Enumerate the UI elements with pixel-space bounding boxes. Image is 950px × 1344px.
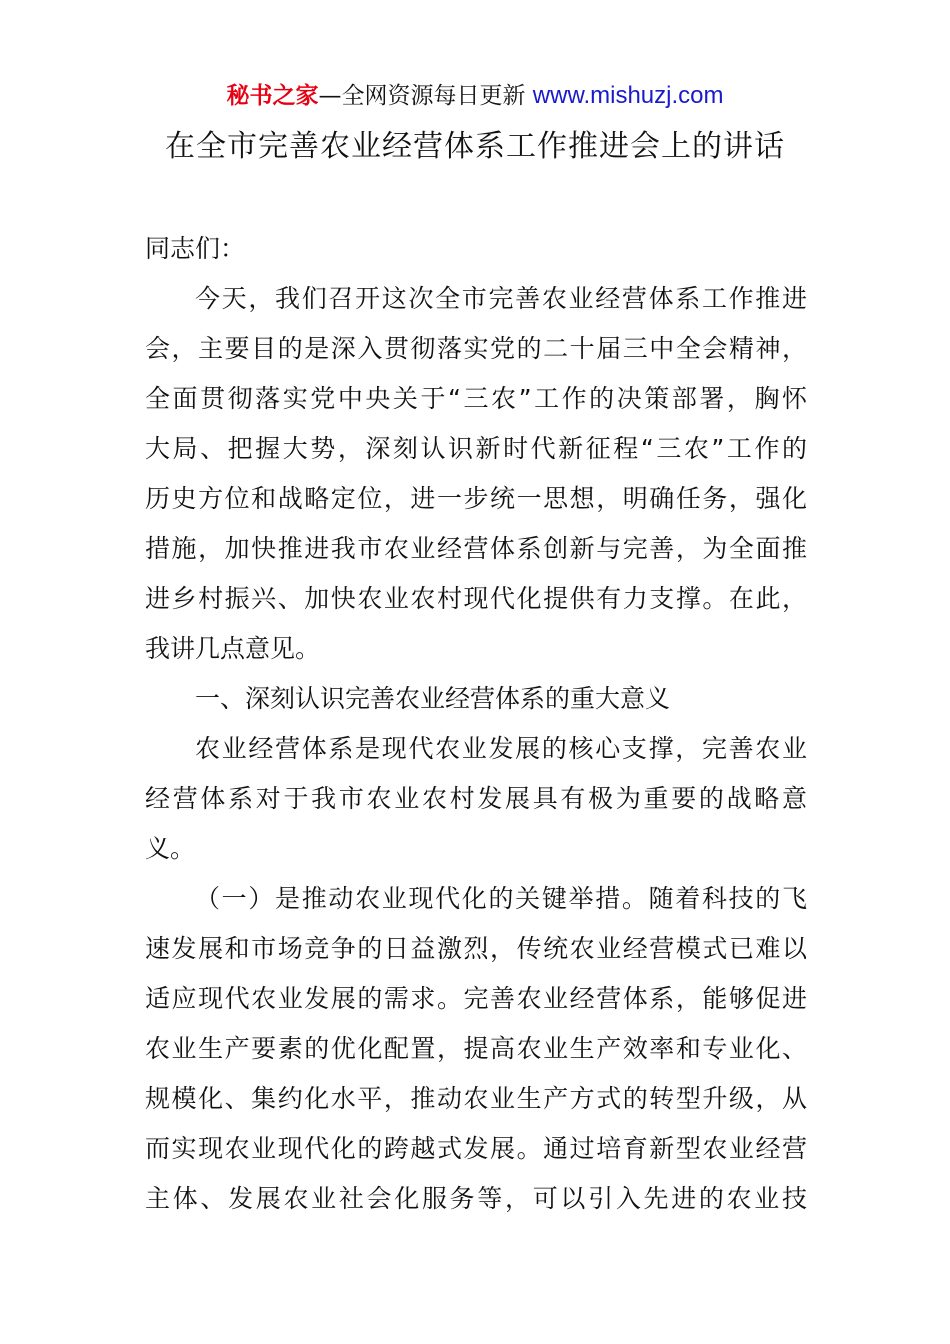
body-line: 一、深刻认识完善农业经营体系的重大意义 — [195, 684, 671, 713]
body-line: 今天，我们召开这次全市完善农业经营体系工作推进 — [195, 284, 807, 313]
body-line: 农业经营体系是现代农业发展的核心支撑，完善农业 — [195, 734, 807, 763]
body-line: 速发展和市场竞争的日益激烈，传统农业经营模式已难以 — [145, 934, 807, 963]
document-title: 在全市完善农业经营体系工作推进会上的讲话 — [165, 129, 785, 164]
body-line: 全面贯彻落实党中央关于“三农”工作的决策部署，胸怀 — [145, 384, 807, 413]
body-line: 措施，加快推进我市农业经营体系创新与完善，为全面推 — [145, 534, 807, 563]
body-line: （一）是推动农业现代化的关键举措。随着科技的飞 — [195, 884, 807, 913]
body-line: 适应现代农业发展的需求。完善农业经营体系，能够促进 — [145, 984, 807, 1013]
body-line: 而实现农业现代化的跨越式发展。通过培育新型农业经营 — [145, 1134, 807, 1163]
body-line: 规模化、集约化水平，推动农业生产方式的转型升级，从 — [145, 1084, 807, 1113]
body-line: 我讲几点意见。 — [145, 634, 321, 663]
site-brand: 秘书之家 — [226, 83, 319, 109]
body-line: 经营体系对于我市农业农村发展具有极为重要的战略意 — [145, 784, 807, 813]
body-line: 主体、发展农业社会化服务等，可以引入先进的农业技 — [145, 1184, 807, 1213]
body-line: 会，主要目的是深入贯彻落实党的二十届三中全会精神， — [145, 334, 807, 363]
body-line: 历史方位和战略定位，进一步统一思想，明确任务，强化 — [145, 484, 807, 513]
site-header — [0, 80, 950, 112]
body-line: 农业生产要素的优化配置，提高农业生产效率和专业化、 — [145, 1034, 807, 1063]
site-url-link[interactable]: www.mishuzj.com — [532, 82, 724, 109]
body-line: 同志们： — [145, 234, 246, 263]
site-tagline: —全网资源每日更新 — [318, 83, 533, 109]
body-line: 义。 — [145, 834, 196, 863]
body-line: 大局、把握大势，深刻认识新时代新征程“三农”工作的 — [145, 434, 807, 463]
document-body — [145, 224, 807, 1224]
body-line: 进乡村振兴、加快农业农村现代化提供有力支撑。在此， — [145, 584, 807, 613]
